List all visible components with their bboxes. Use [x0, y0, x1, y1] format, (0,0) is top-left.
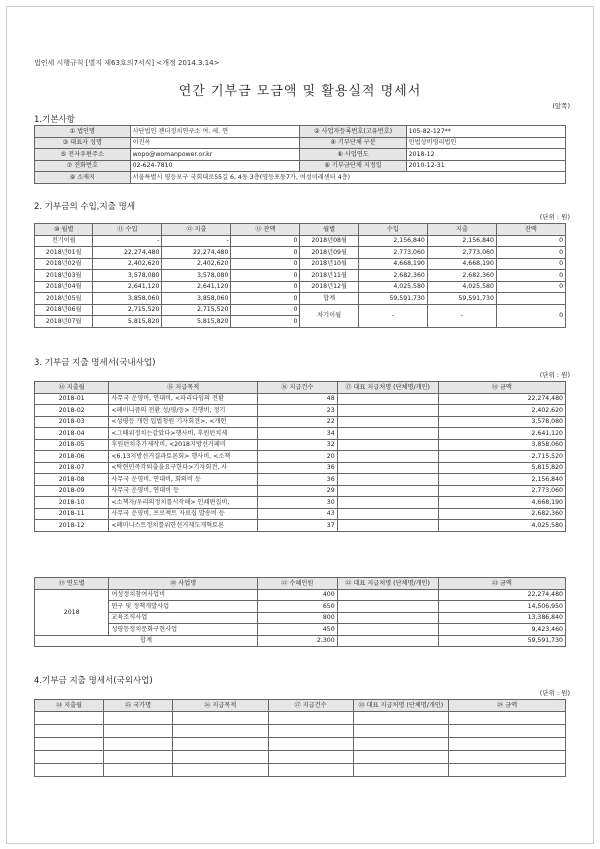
- amount-cell: 14,506,950: [438, 601, 565, 613]
- balance-cell: 0: [496, 270, 565, 282]
- project-cell: 성평등정치문화구현사업: [109, 624, 258, 636]
- column-header: ㉘ 대표 지급처명 (단체명/개인): [353, 700, 449, 712]
- month-cell: 2018-07: [35, 462, 109, 474]
- domestic-table: [34, 381, 566, 532]
- column-header: ⑯ 지급건수: [258, 382, 338, 394]
- month-cell: 합계: [300, 293, 358, 305]
- amount-cell: 13,386,840: [438, 612, 565, 624]
- month-cell: 2018-02: [35, 405, 109, 417]
- field-value: 사단법인 젠더정치연구소 여. 세. 연: [130, 126, 300, 138]
- overseas-blank-row: [35, 763, 566, 776]
- domestic-row: [35, 451, 566, 463]
- column-header: 지출: [427, 224, 496, 236]
- field-label: ⑤ 전자우편주소: [35, 149, 131, 161]
- purpose-cell: 사무국 운영비, 연대비 등: [109, 485, 258, 497]
- balance-cell: 0: [231, 293, 300, 305]
- section-domestic-title: 3. 기부금 지출 명세서(국내사업): [34, 358, 156, 368]
- month-cell: 2018년02월: [35, 258, 93, 270]
- year-cell: 2018: [35, 589, 109, 635]
- expense-cell: 4,025,580: [427, 281, 496, 293]
- balance-cell: 0: [231, 304, 300, 316]
- annual-row: [35, 601, 566, 613]
- payee-cell: [337, 451, 438, 463]
- purpose-cell: 사무국 운영비, 연대비, <파리다임의 전환: [109, 393, 258, 405]
- amount-cell: 2,402,620: [438, 405, 565, 417]
- income-cell: 2,773,060: [358, 247, 427, 259]
- purpose-cell: <페미니즘의 전환 성/평/등> 진행비, 정기: [109, 405, 258, 417]
- month-cell: 2018년04월: [35, 281, 93, 293]
- blank-cell: [353, 711, 449, 724]
- amount-cell: 2,773,060: [438, 485, 565, 497]
- column-header: ㉑ 수혜인원: [258, 578, 338, 590]
- payee-cell: [337, 485, 438, 497]
- amount-cell: 2,156,840: [438, 474, 565, 486]
- payee-cell: [337, 428, 438, 440]
- field-value: 이진옥: [130, 137, 300, 149]
- blank-cell: [35, 763, 104, 776]
- blank-cell: [173, 724, 269, 737]
- blank-cell: [268, 711, 353, 724]
- payee-cell: [337, 497, 438, 509]
- expense-cell: 22,274,480: [162, 247, 231, 259]
- amount-cell: 5,815,820: [438, 462, 565, 474]
- payee-cell: [337, 393, 438, 405]
- income-row: [35, 258, 566, 270]
- blank-cell: [268, 750, 353, 763]
- blank-cell: [268, 724, 353, 737]
- column-header: ㉖ 지급목적: [173, 700, 269, 712]
- project-cell: 연구 및 정책개발사업: [109, 601, 258, 613]
- expense-cell: 2,402,620: [162, 258, 231, 270]
- column-header: ㉙ 금액: [449, 700, 566, 712]
- address-row: [35, 172, 566, 184]
- payee-cell: [337, 624, 438, 636]
- domestic-row: [35, 393, 566, 405]
- column-header: ㉓ 금액: [438, 578, 565, 590]
- payee-cell: [337, 601, 438, 613]
- domestic-row: [35, 439, 566, 451]
- month-cell: 2018년01월: [35, 247, 93, 259]
- month-cell: 2018-10: [35, 497, 109, 509]
- count-cell: 32: [258, 439, 338, 451]
- purpose-cell: 후원펀치추가제작비, <2018지방선거페미: [109, 439, 258, 451]
- payee-cell: [337, 589, 438, 601]
- blank-cell: [353, 724, 449, 737]
- count-cell: 20: [258, 451, 338, 463]
- basic-row: [35, 137, 566, 149]
- month-cell: 2018년03월: [35, 270, 93, 282]
- count-cell: 23: [258, 405, 338, 417]
- page-note: (앞쪽): [552, 102, 570, 110]
- income-header-row: [35, 224, 566, 236]
- income-row: [35, 235, 566, 247]
- amount-cell: 2,682,360: [438, 508, 565, 520]
- domestic-row: [35, 405, 566, 417]
- expense-cell: -: [162, 235, 231, 247]
- blank-cell: [104, 711, 173, 724]
- purpose-cell: <그때위정치는같았다>행사비, 후원펀치제: [109, 428, 258, 440]
- payee-cell: [337, 520, 438, 532]
- field-label: ⑥ 사업연도: [300, 149, 406, 161]
- column-header: ⑱ 금액: [438, 382, 565, 394]
- field-label: ⑦ 전화번호: [35, 160, 131, 172]
- blank-cell: [268, 737, 353, 750]
- income-unit: (단위 : 원): [539, 213, 570, 221]
- field-label: ② 사업자등록번호(고유번호): [300, 126, 406, 138]
- income-row: [35, 247, 566, 259]
- annual-row: [35, 612, 566, 624]
- expense-cell: 2,641,120: [162, 281, 231, 293]
- overseas-unit: (단위 : 원): [539, 689, 570, 697]
- purpose-cell: <6.13지방선거결과토론회> 행사비, <소책: [109, 451, 258, 463]
- month-cell: 2018-08: [35, 474, 109, 486]
- payee-cell: [337, 474, 438, 486]
- blank-cell: [268, 763, 353, 776]
- blank-cell: [353, 750, 449, 763]
- payee-cell: [337, 462, 438, 474]
- month-cell: 2018-12: [35, 520, 109, 532]
- column-header: ⑲ 연도별: [35, 578, 109, 590]
- domestic-unit: (단위 : 원): [539, 371, 570, 379]
- expense-cell: 59,591,730: [427, 293, 496, 305]
- expense-cell: 3,858,060: [162, 293, 231, 305]
- income-row: [35, 281, 566, 293]
- total-payee: [337, 635, 438, 647]
- carry-balance: 0: [496, 304, 565, 327]
- column-header: ⑬ 잔액: [231, 224, 300, 236]
- balance-cell: 0: [231, 316, 300, 328]
- blank-cell: [449, 750, 566, 763]
- payee-cell: [337, 416, 438, 428]
- section-basic-title: 1.기본사항: [34, 115, 75, 125]
- column-header: ⑰ 대표 지급처명 (단체명/개인): [337, 382, 438, 394]
- payee-cell: [337, 612, 438, 624]
- field-label: ⑧ 기부금단체 지정일: [300, 160, 406, 172]
- column-header: ⑩ 월별: [35, 224, 93, 236]
- column-header: ⑳ 사업명: [109, 578, 258, 590]
- balance-cell: 0: [496, 247, 565, 259]
- blank-cell: [173, 711, 269, 724]
- blank-cell: [449, 711, 566, 724]
- count-cell: 34: [258, 428, 338, 440]
- month-cell: 2018-03: [35, 416, 109, 428]
- field-label: ① 법인명: [35, 126, 131, 138]
- count-cell: 43: [258, 508, 338, 520]
- people-cell: 400: [258, 589, 338, 601]
- amount-cell: 3,578,080: [438, 416, 565, 428]
- column-header: ⑫ 지출: [162, 224, 231, 236]
- month-cell: 2018년10월: [300, 258, 358, 270]
- income-row: [35, 293, 566, 305]
- income-row: [35, 270, 566, 282]
- domestic-row: [35, 474, 566, 486]
- basic-row: [35, 160, 566, 172]
- blank-cell: [104, 724, 173, 737]
- blank-cell: [353, 763, 449, 776]
- balance-cell: 0: [231, 247, 300, 259]
- purpose-cell: <성평등 개헌 입법청원 기자회견>, <개헌: [109, 416, 258, 428]
- amount-cell: 9,423,460: [438, 624, 565, 636]
- count-cell: 37: [258, 520, 338, 532]
- balance-cell: 0: [231, 281, 300, 293]
- month-cell: 2018년06월: [35, 304, 93, 316]
- balance-cell: 0: [231, 258, 300, 270]
- field-value: 105-82-127**: [406, 126, 565, 138]
- expense-cell: 2,682,360: [427, 270, 496, 282]
- blank-cell: [35, 737, 104, 750]
- field-value: 2018-12: [406, 149, 565, 161]
- field-label: ④ 기부단체 구분: [300, 137, 406, 149]
- income-cell: 4,668,190: [358, 258, 427, 270]
- annual-row: [35, 624, 566, 636]
- income-cell: 2,402,620: [93, 258, 162, 270]
- income-cell: 2,641,120: [93, 281, 162, 293]
- count-cell: 48: [258, 393, 338, 405]
- carry-label: 차기이월: [300, 304, 358, 327]
- purpose-cell: <소책자/우리의정치를시작해> 인쇄편집비,: [109, 497, 258, 509]
- total-amount: 59,591,730: [438, 635, 565, 647]
- income-cell: 2,156,840: [358, 235, 427, 247]
- overseas-blank-row: [35, 724, 566, 737]
- income-cell: 59,591,730: [358, 293, 427, 305]
- amount-cell: 22,274,480: [438, 393, 565, 405]
- month-cell: 전기이월: [35, 235, 93, 247]
- month-cell: 2018년08월: [300, 235, 358, 247]
- month-cell: 2018-11: [35, 508, 109, 520]
- people-cell: 650: [258, 601, 338, 613]
- blank-cell: [173, 737, 269, 750]
- column-header: ⑭ 지출월: [35, 382, 109, 394]
- annual-total-row: [35, 635, 566, 647]
- column-header: ㉔ 지출월: [35, 700, 104, 712]
- balance-cell: [496, 293, 565, 305]
- basic-info-table: [34, 125, 566, 184]
- domestic-row: [35, 520, 566, 532]
- column-header: ㉒ 대표 지급처명 (단체명/개인): [337, 578, 438, 590]
- income-cell: 2,682,360: [358, 270, 427, 282]
- project-cell: 여성정치참여사업비: [109, 589, 258, 601]
- blank-cell: [173, 763, 269, 776]
- income-cell: 4,025,580: [358, 281, 427, 293]
- month-cell: 2018년12월: [300, 281, 358, 293]
- amount-cell: 22,274,480: [438, 589, 565, 601]
- income-cell: 22,274,480: [93, 247, 162, 259]
- blank-cell: [353, 737, 449, 750]
- domestic-row: [35, 416, 566, 428]
- count-cell: 22: [258, 416, 338, 428]
- blank-cell: [449, 737, 566, 750]
- blank-cell: [35, 711, 104, 724]
- address-label: ⑨ 소재지: [35, 172, 131, 184]
- people-cell: 800: [258, 612, 338, 624]
- income-cell: 2,715,520: [93, 304, 162, 316]
- domestic-row: [35, 462, 566, 474]
- domestic-row: [35, 508, 566, 520]
- expense-cell: 3,578,080: [162, 270, 231, 282]
- domestic-row: [35, 485, 566, 497]
- annual-row: [35, 589, 566, 601]
- overseas-blank-row: [35, 737, 566, 750]
- payee-cell: [337, 439, 438, 451]
- column-header: ㉗ 지급건수: [268, 700, 353, 712]
- income-cell: 3,578,080: [93, 270, 162, 282]
- blank-cell: [104, 763, 173, 776]
- section-income-title: 2. 기부금의 수입,지출 명세: [34, 202, 136, 212]
- count-cell: 29: [258, 485, 338, 497]
- page-title: 연간 기부금 모금액 및 활용실적 명세서: [178, 84, 422, 99]
- expense-cell: 4,668,190: [427, 258, 496, 270]
- section-overseas-title: 4.기부금 지출 명세서(국외사업): [34, 676, 153, 686]
- balance-cell: 0: [496, 281, 565, 293]
- expense-cell: 2,156,840: [427, 235, 496, 247]
- month-cell: 2018년05월: [35, 293, 93, 305]
- carry-expense: -: [427, 304, 496, 327]
- month-cell: 2018-05: [35, 439, 109, 451]
- column-header: ⑪ 수입: [93, 224, 162, 236]
- blank-cell: [173, 750, 269, 763]
- domestic-row: [35, 497, 566, 509]
- total-label: 합계: [35, 635, 258, 647]
- income-table: [34, 223, 566, 328]
- payee-cell: [337, 405, 438, 417]
- field-value: 민법상비영리법인: [406, 137, 565, 149]
- basic-row: [35, 149, 566, 161]
- column-header: 수입: [358, 224, 427, 236]
- amount-cell: 2,641,120: [438, 428, 565, 440]
- month-cell: 2018-06: [35, 451, 109, 463]
- month-cell: 2018-01: [35, 393, 109, 405]
- count-cell: 36: [258, 462, 338, 474]
- field-value: 02-624-7810: [130, 160, 300, 172]
- domestic-header-row: [35, 382, 566, 394]
- purpose-cell: <페미니스트정치를위한선거제도개혁토론: [109, 520, 258, 532]
- total-people: 2,300: [258, 635, 338, 647]
- field-value: 2010-12-31: [406, 160, 565, 172]
- column-header: ⑮ 지급목적: [109, 382, 258, 394]
- law-reference: 법인세 시행규칙 [별지 제63호의7서식] <개정 2014.3.14>: [34, 59, 220, 67]
- month-cell: 2018년07월: [35, 316, 93, 328]
- amount-cell: 4,668,190: [438, 497, 565, 509]
- column-header: 잔액: [496, 224, 565, 236]
- overseas-header-row: [35, 700, 566, 712]
- annual-header-row: [35, 578, 566, 590]
- overseas-blank-row: [35, 750, 566, 763]
- balance-cell: 0: [231, 235, 300, 247]
- domestic-row: [35, 428, 566, 440]
- column-header: 월별: [300, 224, 358, 236]
- purpose-cell: 사무국 운영비, 프로젝트 자료집 발송비 등: [109, 508, 258, 520]
- blank-cell: [35, 724, 104, 737]
- basic-row: [35, 126, 566, 138]
- purpose-cell: <탁현민즉각퇴출을요구한다>기자회견, 사: [109, 462, 258, 474]
- count-cell: 30: [258, 497, 338, 509]
- annual-table: [34, 577, 566, 647]
- people-cell: 450: [258, 624, 338, 636]
- income-cell: -: [93, 235, 162, 247]
- overseas-blank-row: [35, 711, 566, 724]
- balance-cell: 0: [496, 235, 565, 247]
- amount-cell: 2,715,520: [438, 451, 565, 463]
- payee-cell: [337, 508, 438, 520]
- expense-cell: 5,815,820: [162, 316, 231, 328]
- blank-cell: [449, 763, 566, 776]
- blank-cell: [104, 737, 173, 750]
- blank-cell: [104, 750, 173, 763]
- field-value: wopo@womanpower.or.kr: [130, 149, 300, 161]
- column-header: ㉕ 국가명: [104, 700, 173, 712]
- blank-cell: [449, 724, 566, 737]
- overseas-table: [34, 699, 566, 777]
- income-cell: 5,815,820: [93, 316, 162, 328]
- expense-cell: 2,773,060: [427, 247, 496, 259]
- blank-cell: [35, 750, 104, 763]
- month-cell: 2018년11월: [300, 270, 358, 282]
- balance-cell: 0: [231, 270, 300, 282]
- month-cell: 2018-04: [35, 428, 109, 440]
- carry-income: -: [358, 304, 427, 327]
- address-value: 서울특별시 영등포구 국회대로55길 6, 4동 3층(영등포동7가, 여성미래센터 4층): [130, 172, 565, 184]
- purpose-cell: 사무국 운영비, 연대비, 회의비 등: [109, 474, 258, 486]
- project-cell: 교육조직사업: [109, 612, 258, 624]
- amount-cell: 3,858,060: [438, 439, 565, 451]
- amount-cell: 4,025,580: [438, 520, 565, 532]
- count-cell: 36: [258, 474, 338, 486]
- balance-cell: 0: [496, 258, 565, 270]
- field-label: ③ 대표자 성명: [35, 137, 131, 149]
- income-row: [35, 304, 566, 316]
- income-cell: 3,858,060: [93, 293, 162, 305]
- month-cell: 2018년09월: [300, 247, 358, 259]
- month-cell: 2018-09: [35, 485, 109, 497]
- expense-cell: 2,715,520: [162, 304, 231, 316]
